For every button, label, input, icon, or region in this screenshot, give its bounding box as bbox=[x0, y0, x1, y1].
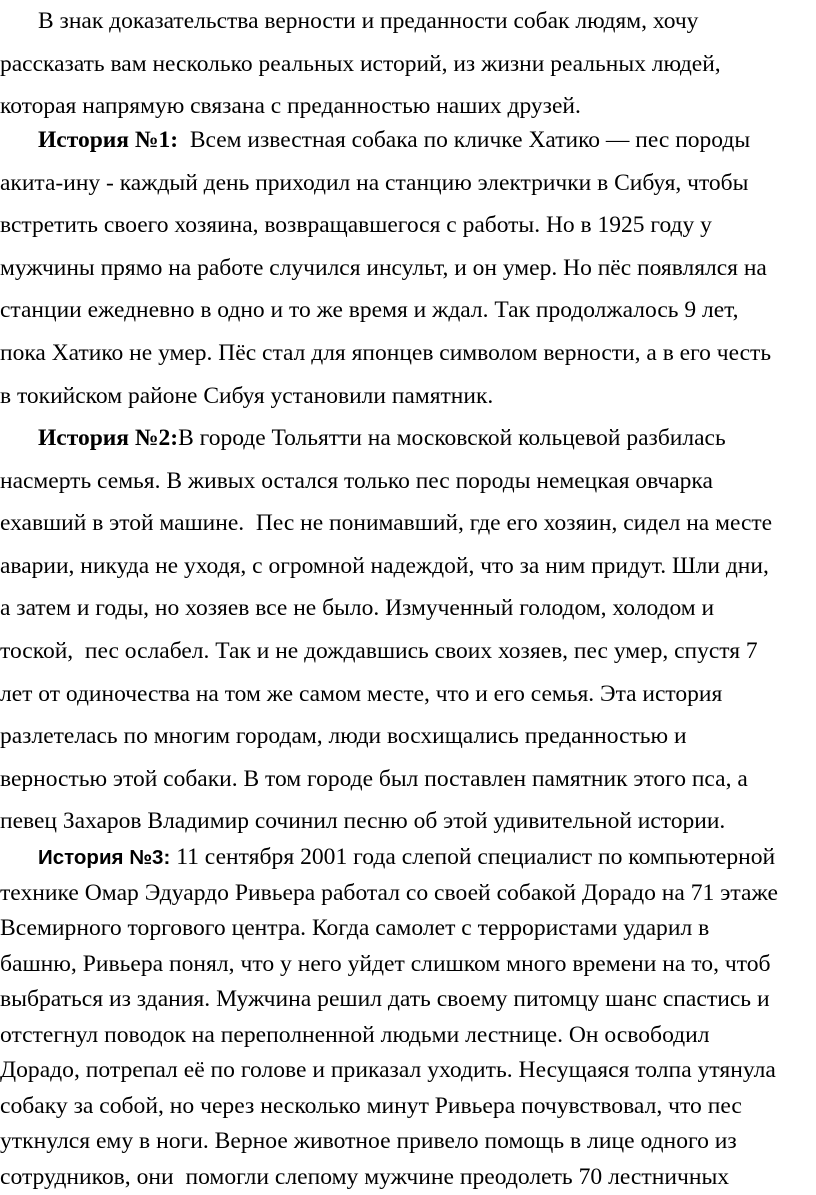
story-2-heading: История №2: bbox=[38, 425, 178, 451]
story-2-line: разлетелась по многим городам, люди восхищались преданностью и bbox=[0, 715, 808, 758]
intro-paragraph bbox=[0, 0, 808, 128]
story-1-first-text: Всем известная собака по кличке Хатико — пес породы bbox=[178, 127, 750, 153]
story-3-line: выбраться из здания. Мужчина решил дать своему питомцу шанс спастись и bbox=[0, 982, 808, 1018]
intro-line: рассказать вам несколько реальных историй, из жизни реальных людей, bbox=[0, 43, 808, 86]
story-2-line: верностью этой собаки. В том городе был поставлен памятник этого пса, а bbox=[0, 758, 808, 801]
story-3-line: Дорадо, потрепал её по голове и приказал уходить. Несущаяся толпа утянула bbox=[0, 1053, 808, 1089]
story-1-line: в токийском районе Сибуя установили памятник. bbox=[0, 375, 808, 418]
story-3-line: технике Омар Эдуардо Ривьера работал со своей собакой Дорадо на 71 этаже bbox=[0, 876, 808, 912]
story-3-line: сотрудников, они помогли слепому мужчине преодолеть 70 лестничных bbox=[0, 1160, 808, 1195]
story-1-line: станции ежедневно в одно и то же время и ждал. Так продолжалось 9 лет, bbox=[0, 289, 808, 332]
story-1-line: пока Хатико не умер. Пёс стал для японцев символом верности, а в его честь bbox=[0, 332, 808, 375]
story-1-line: мужчины прямо на работе случился инсульт, и он умер. Но пёс появлялся на bbox=[0, 247, 808, 290]
story-2-first-line bbox=[0, 417, 808, 460]
story-3-heading: История №3: bbox=[38, 846, 170, 869]
story-1-paragraph bbox=[0, 119, 808, 417]
story-2-line: лет от одиночества на том же самом месте, что и его семья. Эта история bbox=[0, 673, 808, 716]
intro-line: которая напрямую связана с преданностью наших друзей. bbox=[0, 85, 808, 128]
story-2-line: ехавший в этой машине. Пес не понимавший, где его хозяин, сидел на месте bbox=[0, 502, 808, 545]
story-1-line: встретить своего хозяина, возвращавшегося с работы. Но в 1925 году у bbox=[0, 204, 808, 247]
story-3-line: башню, Ривьера понял, что у него уйдет слишком много времени на то, чтоб bbox=[0, 947, 808, 983]
intro-line: В знак доказательства верности и преданности собак людям, хочу bbox=[0, 0, 808, 43]
story-1-line: акита-ину - каждый день приходил на станцию электрички в Сибуя, чтобы bbox=[0, 162, 808, 205]
story-3-first-line bbox=[0, 840, 808, 876]
story-1-heading: История №1: bbox=[38, 127, 178, 153]
story-2-line: тоской, пес ослабел. Так и не дождавшись своих хозяев, пес умер, спустя 7 bbox=[0, 630, 808, 673]
story-2-line: певец Захаров Владимир сочинил песню об этой удивительной истории. bbox=[0, 800, 808, 843]
story-2-paragraph bbox=[0, 417, 808, 843]
story-2-line: насмерть семья. В живых остался только пес породы немецкая овчарка bbox=[0, 460, 808, 503]
story-2-first-text: В городе Тольятти на московской кольцевой разбилась bbox=[178, 425, 726, 451]
story-3-line: отстегнул поводок на переполненной людьми лестнице. Он освободил bbox=[0, 1018, 808, 1054]
story-3-line: Всемирного торгового центра. Когда самолет с террористами ударил в bbox=[0, 911, 808, 947]
story-3-line: уткнулся ему в ноги. Верное животное привело помощь в лице одного из bbox=[0, 1124, 808, 1160]
story-3-paragraph bbox=[0, 840, 808, 1195]
story-3-first-text: 11 сентября 2001 года слепой специалист по компьютерной bbox=[170, 844, 775, 870]
story-2-line: аварии, никуда не уходя, с огромной надеждой, что за ним придут. Шли дни, bbox=[0, 545, 808, 588]
story-3-line: собаку за собой, но через несколько минут Ривьера почувствовал, что пес bbox=[0, 1089, 808, 1125]
story-1-first-line bbox=[0, 119, 808, 162]
story-2-line: а затем и годы, но хозяев все не было. Измученный голодом, холодом и bbox=[0, 587, 808, 630]
